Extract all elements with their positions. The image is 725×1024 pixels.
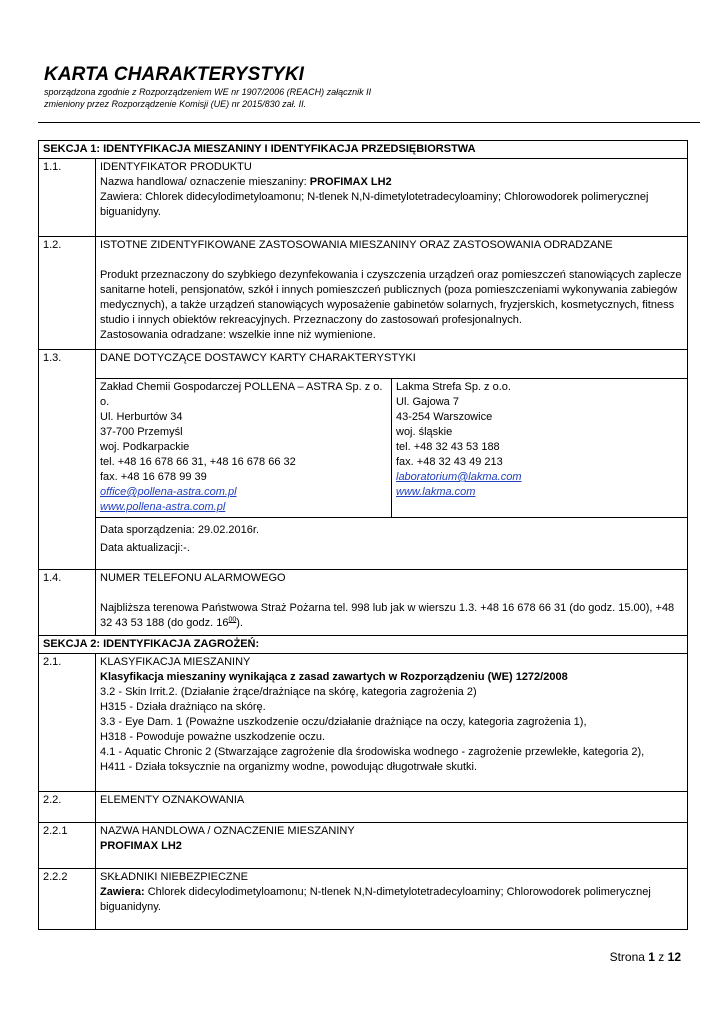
date-updated: Data aktualizacji:-. bbox=[100, 542, 190, 554]
trade-name-line bbox=[100, 175, 683, 190]
row-content bbox=[96, 159, 688, 237]
row-content bbox=[96, 350, 688, 570]
row-2-2-1 bbox=[39, 823, 688, 869]
row-title: KLASYFIKACJA MIESZANINY bbox=[100, 656, 251, 668]
regulation-line-2: zmieniony przez Rozporządzenie Komisji (UE) nr 2015/830 zał. II. bbox=[44, 99, 307, 109]
row-title: NAZWA HANDLOWA / OZNACZENIE MIESZANINY bbox=[100, 825, 355, 837]
row-2-2-2 bbox=[39, 869, 688, 930]
row-content bbox=[96, 792, 688, 823]
classification-heading: Klasyfikacja mieszaniny wynikająca z zasad zawartych w Rozporządzeniu (WE) 1272/2008 bbox=[100, 671, 568, 683]
supplier-email-link[interactable]: laboratorium@lakma.com bbox=[396, 471, 522, 483]
row-content bbox=[96, 654, 688, 792]
row-title: SKŁADNIKI NIEBEZPIECZNE bbox=[100, 871, 248, 883]
section-2-heading: SEKCJA 2: IDENTYFIKACJA ZAGROŻEŃ: bbox=[39, 636, 688, 654]
classification-line: H315 - Działa drażniąco na skórę. bbox=[100, 701, 266, 713]
supplier-city: 43-254 Warszowice bbox=[396, 411, 493, 423]
row-number: 1.4. bbox=[39, 570, 96, 636]
contains-text: Zawiera: Chlorek didecylodimetyloamonu; N-tlenek N,N-dimetylotetradecyloaminy; Chlorowodorek polimerycznej biguanidyny. bbox=[100, 191, 649, 218]
supplier-website-link[interactable]: www.pollena-astra.com.pl bbox=[100, 501, 226, 513]
row-number: 1.1. bbox=[39, 159, 96, 237]
classification-line: H318 - Powoduje poważne uszkodzenie oczu. bbox=[100, 731, 326, 743]
uses-not-recommended: Zastosowania odradzane: wszelkie inne niż wymienione. bbox=[100, 329, 376, 341]
supplier-city: 37-700 Przemyśl bbox=[100, 426, 183, 438]
row-content bbox=[96, 237, 688, 350]
row-2-1 bbox=[39, 654, 688, 792]
contains-label: Zawiera: bbox=[100, 886, 145, 898]
supplier-street: Ul. Gajowa 7 bbox=[396, 396, 459, 408]
row-number: 2.1. bbox=[39, 654, 96, 792]
regulation-line-1: sporządzona zgodnie z Rozporządzeniem WE nr 1907/2006 (REACH) załącznik II bbox=[44, 87, 372, 97]
document-header bbox=[44, 64, 704, 110]
supplier-email-link[interactable]: office@pollena-astra.com.pl bbox=[100, 486, 237, 498]
row-number: 2.2.2 bbox=[39, 869, 96, 930]
row-title: NUMER TELEFONU ALARMOWEGO bbox=[100, 572, 286, 584]
row-content bbox=[96, 570, 688, 636]
supplier-name: Lakma Strefa Sp. z o.o. bbox=[396, 381, 511, 393]
supplier-fax: fax. +48 16 678 99 39 bbox=[100, 471, 207, 483]
supplier-fax: fax. +48 32 43 49 213 bbox=[396, 456, 503, 468]
classification-line: 4.1 - Aquatic Chronic 2 (Stwarzające zagrożenie dla środowiska wodnego - zagrożenie przewlekłe, kategoria 2), bbox=[100, 746, 645, 758]
supplier-name: Zakład Chemii Gospodarczej POLLENA – ASTRA Sp. z o. o. bbox=[100, 381, 383, 408]
trade-name: PROFIMAX LH2 bbox=[100, 840, 182, 852]
supplier-region: woj. śląskie bbox=[396, 426, 453, 438]
row-number: 2.2. bbox=[39, 792, 96, 823]
trade-name: PROFIMAX LH2 bbox=[309, 176, 392, 188]
row-title: DANE DOTYCZĄCE DOSTAWCY KARTY CHARAKTERYSTYKI bbox=[100, 352, 416, 364]
supplier-lakma bbox=[392, 379, 688, 518]
section-1-heading-row bbox=[39, 141, 688, 159]
supplier-pollena bbox=[96, 379, 392, 518]
classification-line: 3.3 - Eye Dam. 1 (Poważne uszkodzenie oczu/działanie drażniące na oczy, kategoria zagrożenia 1), bbox=[100, 716, 587, 728]
contains-text: Chlorek didecylodimetyloamonu; N-tlenek N,N-dimetylotetradecyloaminy; Chlorowodorek polimerycznej biguanidyny. bbox=[100, 886, 651, 913]
uses-text: Produkt przeznaczony do szybkiego dezynfekowania i czyszczenia urządzeń oraz pomieszczeń stanowiących zaplecze sanitarne hoteli, pensjonatów, szkół i innych pomieszczeń publicznych (poza pomieszczeniami wykonywania zabiegów medycznych), a także urządzeń stanowiących wyposażenie gabinetów solarnych, fryzjerskich, kosmetycznych, fitness studio i innych obiektów rekreacyjnych. Przeznaczony do zastosowań profesjonalnych. bbox=[100, 269, 682, 326]
row-2-2 bbox=[39, 792, 688, 823]
row-1-2 bbox=[39, 237, 688, 350]
section-2-heading-row bbox=[39, 636, 688, 654]
row-title: ELEMENTY OZNAKOWANIA bbox=[100, 794, 245, 806]
row-1-4 bbox=[39, 570, 688, 636]
supplier-table bbox=[96, 378, 687, 518]
row-1-3 bbox=[39, 350, 688, 570]
row-number: 1.3. bbox=[39, 350, 96, 570]
row-1-1 bbox=[39, 159, 688, 237]
supplier-region: woj. Podkarpackie bbox=[100, 441, 190, 453]
row-number: 2.2.1 bbox=[39, 823, 96, 869]
row-content bbox=[96, 869, 688, 930]
supplier-website-link[interactable]: www.lakma.com bbox=[396, 486, 476, 498]
row-number: 1.2. bbox=[39, 237, 96, 350]
row-content bbox=[96, 823, 688, 869]
supplier-phone: tel. +48 16 678 66 31, +48 16 678 66 32 bbox=[100, 456, 296, 468]
hazardous-components bbox=[100, 885, 683, 915]
page-number: Strona 1 z 12 bbox=[609, 950, 681, 964]
classification-line: 3.2 - Skin Irrit.2. (Działanie żrące/drażniące na skórę, kategoria zagrożenia 2) bbox=[100, 686, 477, 698]
supplier-street: Ul. Herburtów 34 bbox=[100, 411, 183, 423]
trade-name-label: Nazwa handlowa/ oznaczenie mieszaniny: bbox=[100, 176, 310, 188]
emergency-phone-text: Najbliższa terenowa Państwowa Straż Pożarna tel. 998 lub jak w wierszu 1.3. +48 16 678 66 31 (do godz. 15.00), +48 32 43 53 188 (do godz. $16^{00}$). bbox=[100, 602, 675, 629]
section-1-heading: SEKCJA 1: IDENTYFIKACJA MIESZANINY I IDENTYFIKACJA PRZEDSIĘBIORSTWA bbox=[39, 141, 688, 159]
row-title: IDENTYFIKATOR PRODUKTU bbox=[100, 161, 252, 173]
safety-data-table bbox=[38, 140, 688, 930]
document-title: KARTA CHARAKTERYSTYKI bbox=[44, 64, 305, 85]
date-prepared: Data sporządzenia: 29.02.2016r. bbox=[100, 524, 260, 536]
classification-line: H411 - Działa toksycznie na organizmy wodne, powodując długotrwałe skutki. bbox=[100, 761, 478, 773]
header-divider bbox=[38, 122, 700, 123]
supplier-phone: tel. +48 32 43 53 188 bbox=[396, 441, 500, 453]
row-title: ISTOTNE ZIDENTYFIKOWANE ZASTOSOWANIA MIESZANINY ORAZ ZASTOSOWANIA ODRADZANE bbox=[100, 239, 613, 251]
